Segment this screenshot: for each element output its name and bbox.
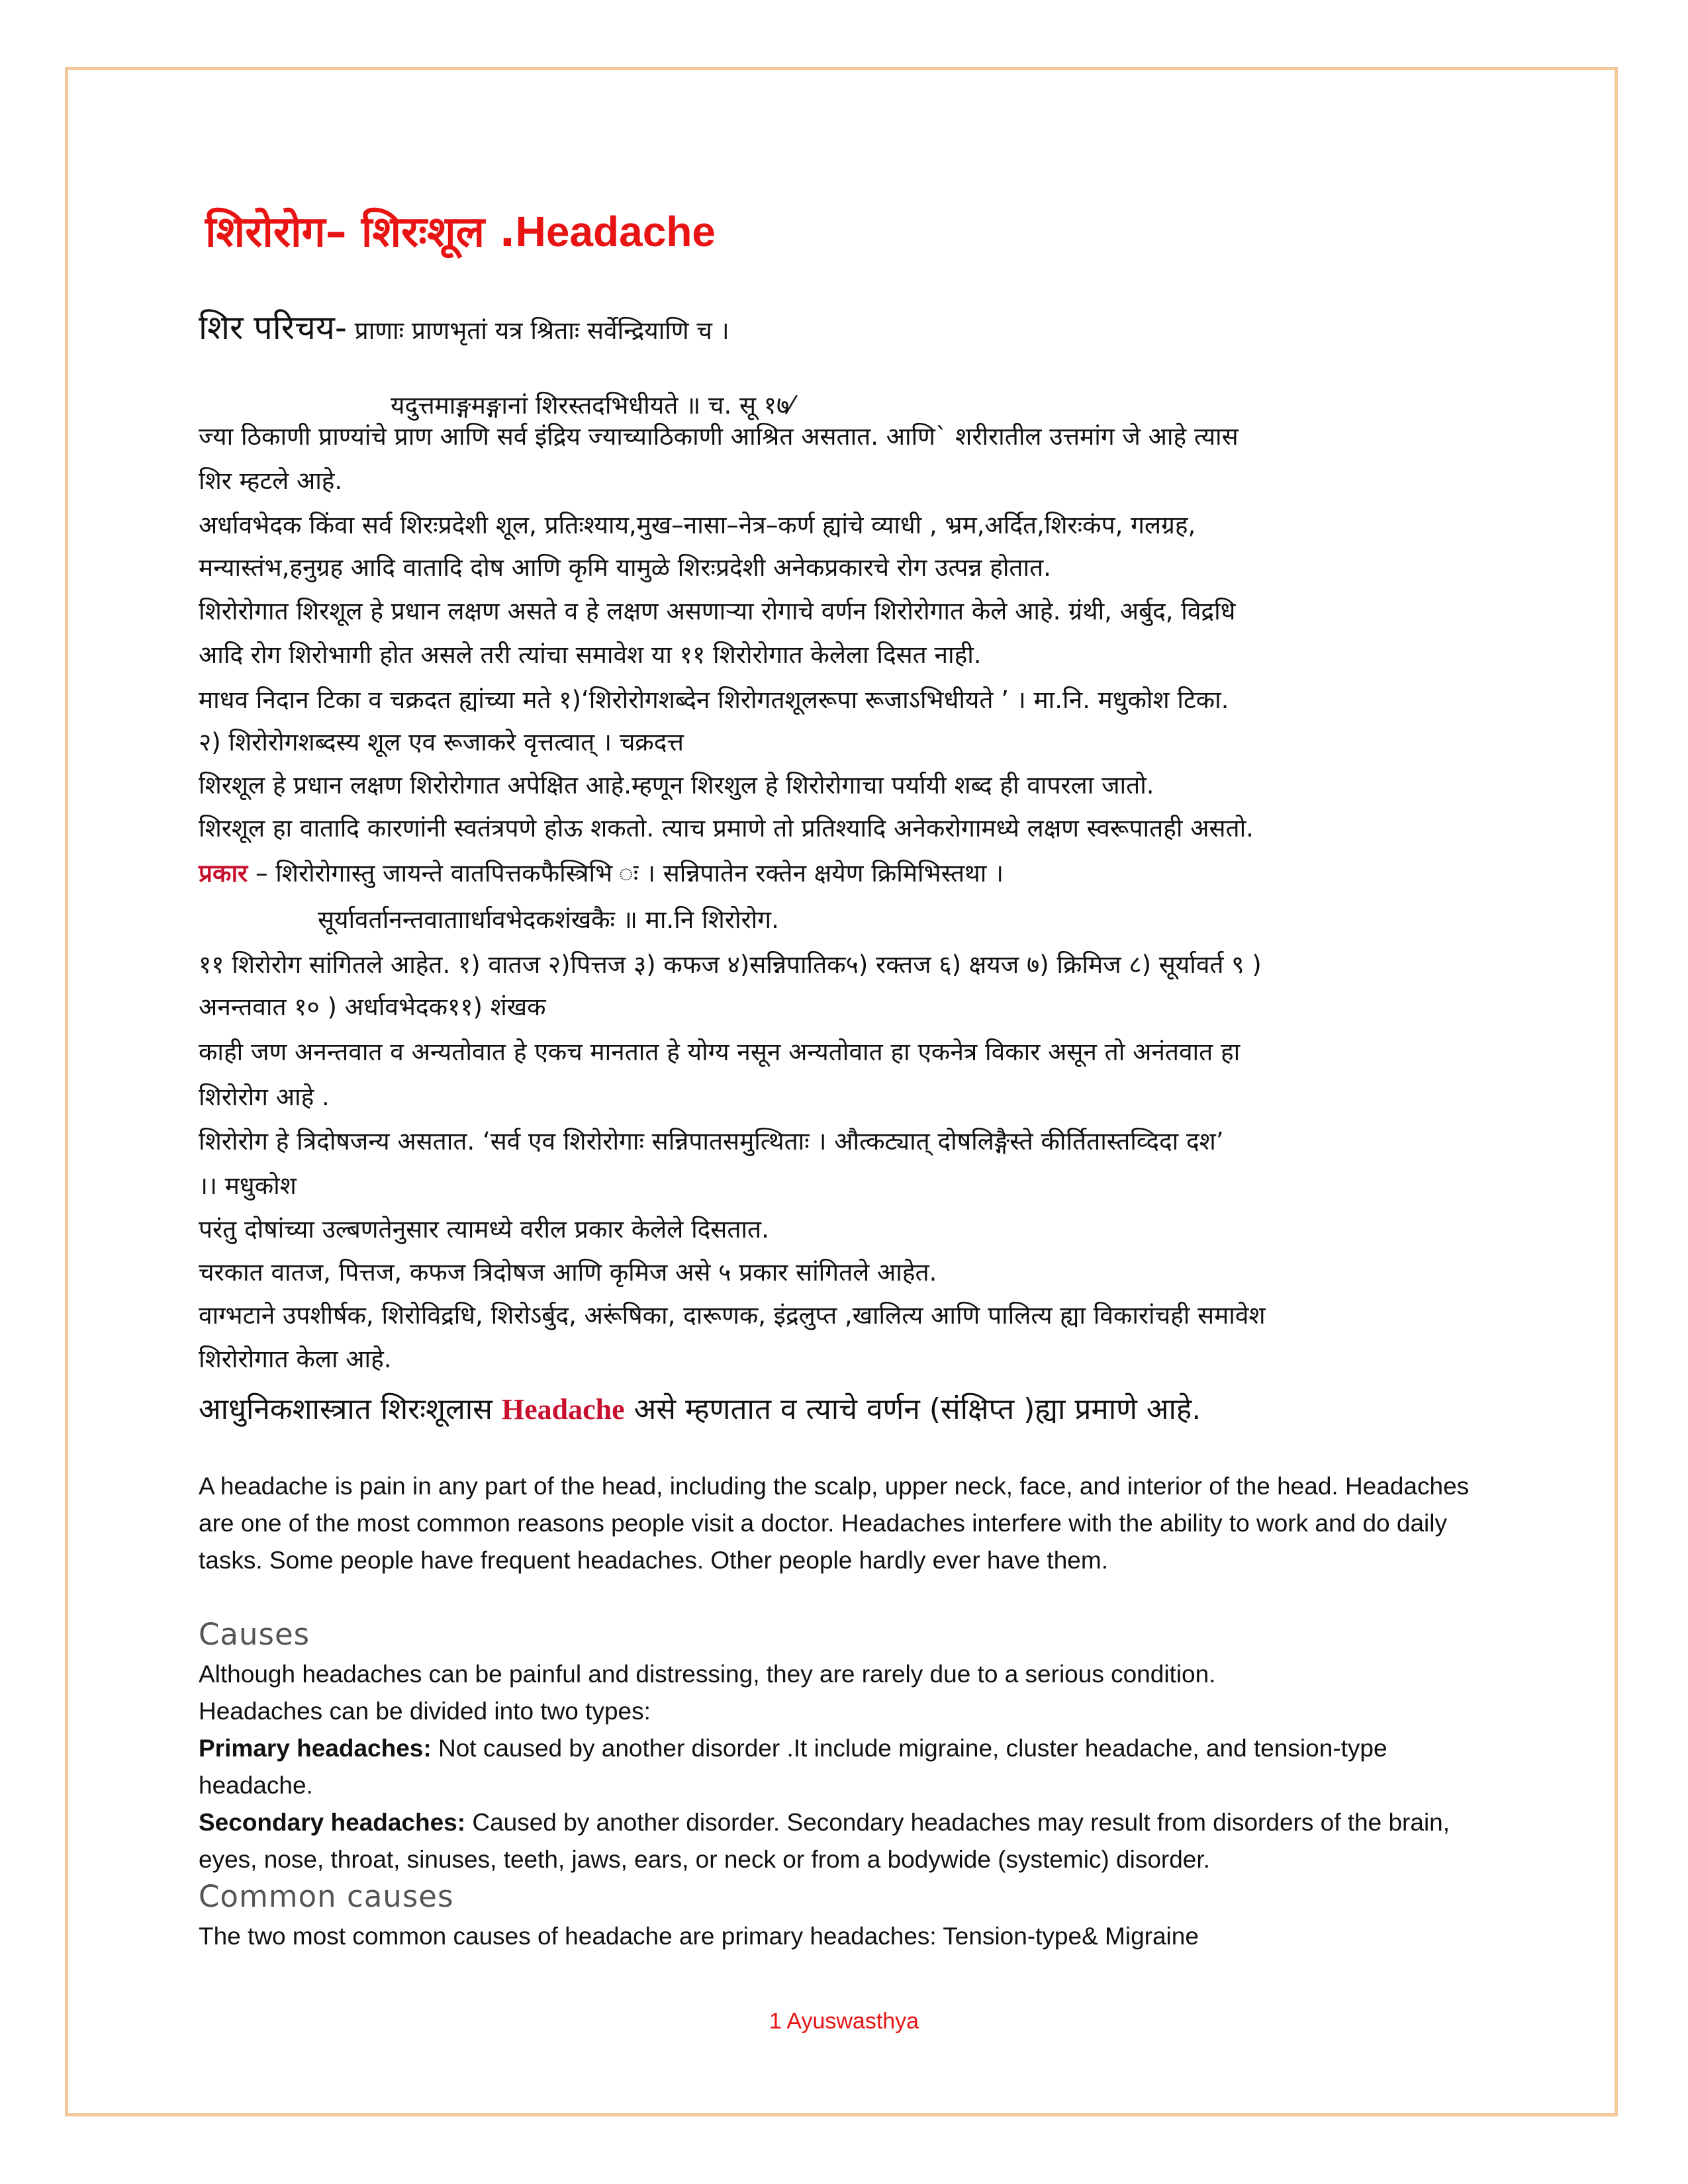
intro-label: शिर परिचय- [199, 308, 347, 347]
intro-para-1b: शिर म्हटले आहे. [199, 467, 343, 495]
intro-para-6: शिरशूल हा वातादि कारणांनी स्वतंत्रपणे होऊ शकतो. त्याच प्रमाणे तो प्रतिश्यादि अनेकरोगामध्ये लक्षण स्वरूपातही असतो. [199, 814, 1254, 842]
prakar-para-3: परंतु दोषांच्या उल्बणतेनुसार त्यामध्ये वरील प्रकार केलेले दिसतात. [199, 1215, 769, 1244]
prakar-list-b: अनन्तवात १० ) अर्धावभेदक११) शंखक [199, 993, 546, 1021]
prakar-shloka-2: सूर्यावर्तानन्तवाताार्धावभेदकशंखकैः ॥ मा.नि शिरोरोग. [318, 905, 779, 934]
causes-para-1: Although headaches can be painful and distressing, they are rarely due to a serious condition. [199, 1661, 1216, 1688]
prakar-label: प्रकार [199, 859, 248, 887]
primary-headaches: Primary headaches: Not caused by another disorder .It include migraine, cluster headache, and tension-type headache. [199, 1735, 1387, 1799]
intro-para-2a: अर्धावभेदक किंवा सर्व शिरःप्रदेशी शूल, प्रतिःश्याय,मुख–नासा–नेत्र–कर्ण ह्यांचे व्याधी , भ्रम,अर्दित,शिरःकंप, गलग्रह, [199, 511, 1196, 539]
intro-para-3a: शिरोरोगात शिरशूल हे प्रधान लक्षण असते व हे लक्षण असणाऱ्या रोगाचे वर्णन शिरोरोगात केले आहे. ग्रंथी, अर्बुद, विद्रधि [199, 597, 1236, 625]
intro-shloka-2: यदुत्तमाङ्गमङ्गानां शिरस्तदभिधीयते ॥ च. सू १७⁄ [391, 391, 794, 420]
causes-heading: Causes [199, 1617, 310, 1652]
prakar-para-4: चरकात वातज, पित्तज, कफज त्रिदोषज आणि कृमिज असे ५ प्रकार सांगितले आहेत. [199, 1258, 937, 1287]
intro-para-1a: ज्या ठिकाणी प्राण्यांचे प्राण आणि सर्व इंद्रिय ज्याच्याठिकाणी आश्रित असतात. आणि` शरीरातील उत्तमांग जे आहे त्यास [199, 422, 1239, 451]
common-causes-heading: Common causes [199, 1879, 454, 1914]
prakar-para-5b: शिरोरोगात केला आहे. [199, 1345, 392, 1373]
prakar-para-1b: शिरोरोग आहे . [199, 1083, 330, 1111]
modern-line: आधुनिकशास्त्रात शिरःशूलास Headache असे म्हणतात व त्याचे वर्णन (संक्षिप्त )ह्या प्रमाणे आहे. [199, 1392, 1201, 1426]
english-intro: A headache is pain in any part of the head, including the scalp, upper neck, face, and interior of the head. Headaches are one of the most common reasons people visit a doctor. Headaches interfere with the ability to work and do daily tasks. Some people have frequent headaches. Other people hardly ever have them. [199, 1473, 1470, 1574]
intro-para-2b: मन्यास्तंभ,हनुग्रह आदि वातादि दोष आणि कृमि यामुळे शिरःप्रदेशी अनेकप्रकारचे रोग उत्पन्न होतात. [199, 553, 1051, 582]
page-title: शिरोरोग– शिरःशूल .Headache [205, 208, 716, 257]
prakar-para-2b: ।। मधुकोश [199, 1171, 297, 1200]
headache-term: Headache [501, 1393, 625, 1426]
secondary-headaches: Secondary headaches: Caused by another disorder. Secondary headaches may result from disorders of the brain, eyes, nose, throat, sinuses, teeth, jaws, ears, or neck or from a bodywide (systemic) disorder. [199, 1809, 1450, 1873]
causes-para-2: Headaches can be divided into two types: [199, 1698, 651, 1725]
intro-shloka-1: शिर परिचय- प्राणाः प्राणभृतां यत्र श्रिताः सर्वेन्द्रियाणि च । [199, 308, 729, 347]
page-footer: 1 Ayuswasthya [769, 2009, 919, 2034]
prakar-para-1a: काही जण अनन्तवात व अन्यतोवात हे एकच मानतात हे योग्य नसून अन्यतोवात हा एकनेत्र विकार असून तो अनंतवात हा [199, 1038, 1241, 1066]
prakar-para-2a: शिरोरोग हे त्रिदोषजन्य असतात. ‘सर्व एव शिरोरोगाः सन्निपातसमुत्थिताः । औत्कट्यात् दोषलिङ्गैस्ते कीर्तितास्तव्दिदा दश’ [199, 1127, 1224, 1156]
intro-para-5: शिरशूल हे प्रधान लक्षण शिरोरोगात अपेक्षित आहे.म्हणून शिरशुल हे शिरोरोगाचा पर्यायी शब्द ही वापरला जातो. [199, 771, 1154, 799]
intro-para-4a: माधव निदान टिका व चक्रदत ह्यांच्या मते १)‘शिरोरोगशब्देन शिरोगतशूलरूपा रूजाऽभिधीयते ’ । मा.नि. मधुकोश टिका. [199, 686, 1229, 714]
intro-para-3b: आदि रोग शिरोभागी होत असले तरी त्यांचा समावेश या ११ शिरोरोगात केलेला दिसत नाही. [199, 641, 982, 669]
prakar-list-a: ११ शिरोरोग सांगितले आहेत. १) वातज २)पित्तज ३) कफज ४)सन्निपातिक५) रक्तज ६) क्षयज ७) क्रिमिज ८) सूर्यावर्त ९ ) [199, 950, 1262, 979]
prakar-shloka-1: प्रकार – शिरोरोगास्तु जायन्ते वातपित्तकफैस्त्रिभि ः । सन्निपातेन रक्तेन क्षयेण क्रिमिभिस्तथा । [199, 859, 1004, 887]
intro-para-4b: २) शिरोरोगशब्दस्य शूल एव रूजाकरे वृत्तत्वात् । चक्रदत्त [199, 728, 684, 756]
prakar-para-5a: वाग्भटाने उपशीर्षक, शिरोविद्रधि, शिरोऽर्बुद, अरूंषिका, दारूणक, इंद्रलुप्त ,खालित्य आणि पालित्य ह्या विकारांचही समावेश [199, 1301, 1266, 1330]
common-causes-text: The two most common causes of headache are primary headaches: Tension-type& Migraine [199, 1923, 1199, 1950]
